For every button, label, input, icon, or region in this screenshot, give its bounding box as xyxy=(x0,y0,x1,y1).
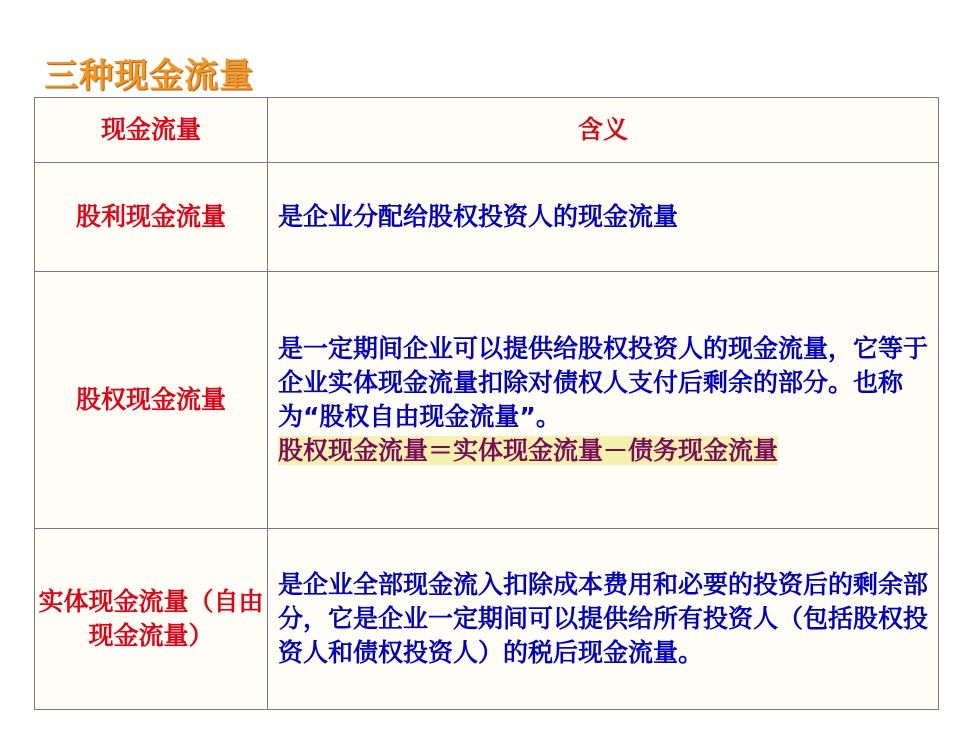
row-meaning-equity-cell xyxy=(268,272,939,529)
table-header-row xyxy=(35,98,939,163)
slide-title: 三种现金流量 xyxy=(44,56,254,96)
row-name-entity: 实体现金流量（自由现金流量） xyxy=(35,529,268,710)
row-name-dividend: 股利现金流量 xyxy=(35,163,268,272)
row-meaning-equity: 是一定期间企业可以提供给股权投资人的现金流量，它等于企业实体现金流量扣除对债权人支付后剩余的部分。也称为“股权自由现金流量”。 xyxy=(278,334,929,431)
table-row xyxy=(35,272,939,529)
header-meaning: 含义 xyxy=(268,98,939,163)
row-meaning-entity: 是企业全部现金流入扣除成本费用和必要的投资后的剩余部分，它是企业一定期间可以提供给所有投资人（包括股权投资人和债权投资人）的税后现金流量。 xyxy=(268,529,939,710)
equity-formula: 股权现金流量＝实体现金流量－债务现金流量 xyxy=(278,436,779,465)
row-meaning-dividend: 是企业分配给股权投资人的现金流量 xyxy=(268,163,939,272)
table-row xyxy=(35,529,939,710)
table-row xyxy=(35,163,939,272)
header-cash-flow: 现金流量 xyxy=(35,98,268,163)
cash-flow-table xyxy=(34,97,939,710)
row-name-equity: 股权现金流量 xyxy=(35,272,268,529)
